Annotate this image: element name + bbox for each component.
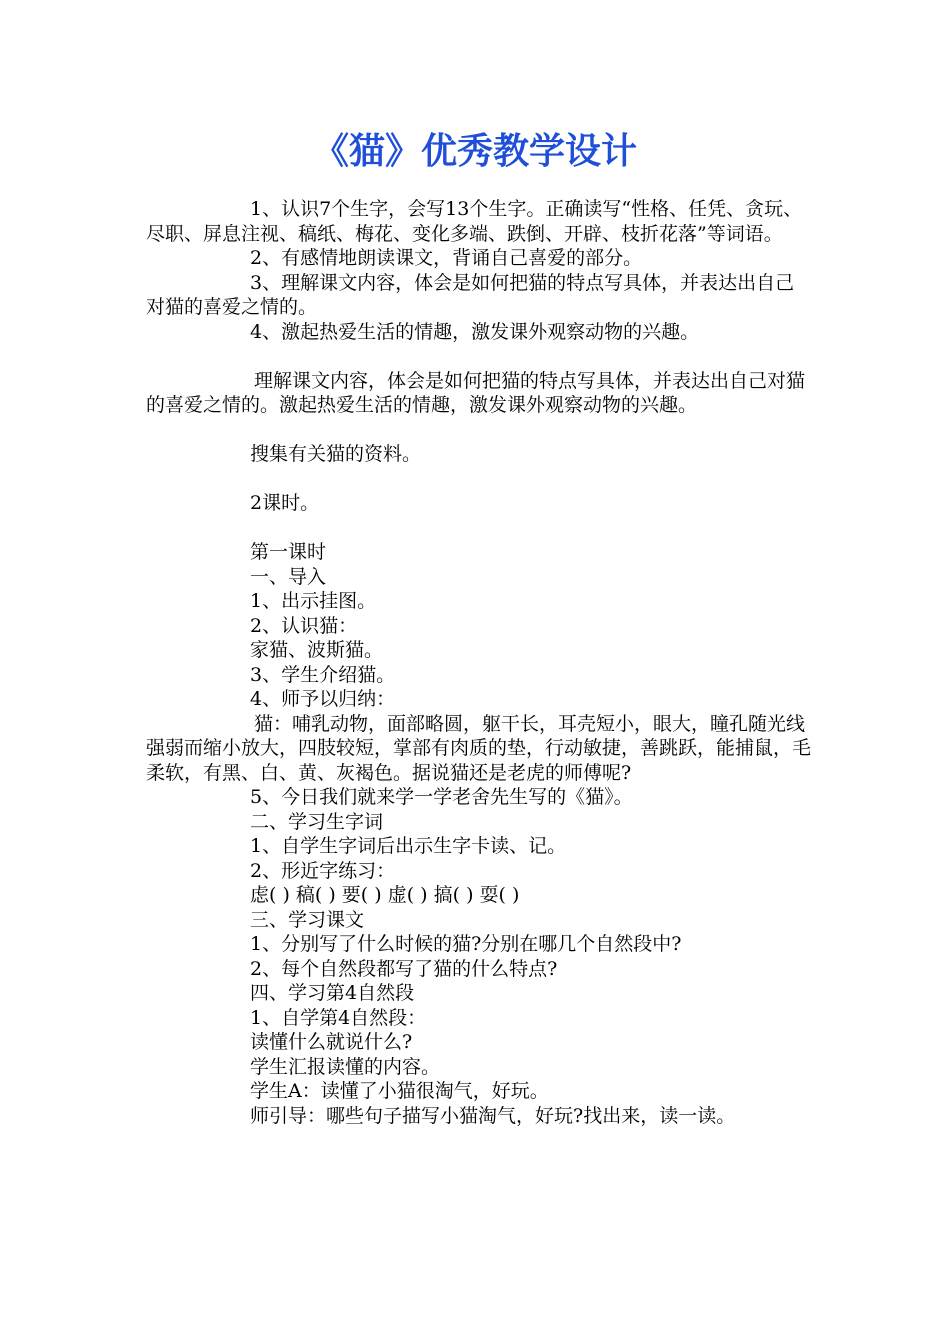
objective-4: 4、激起热爱生活的情趣，激发课外观察动物的兴趣。	[250, 320, 700, 343]
lesson-line: 一、导入	[250, 565, 327, 588]
cat-description-paragraph: 猫：哺乳动物，面部略圆，躯干长，耳壳短小，眼大，瞳孔随光线强弱而缩小放大，四肢较短，掌部有肉质的垫，行动敏捷，善跳跃，能捕鼠，毛柔软，有黑、白、黄、灰褐色。据说猫还是老虎的师傅呢?	[146, 712, 812, 784]
spacer	[146, 418, 812, 443]
lesson-line: 虑( ) 稿( ) 要( ) 虚( ) 搞( ) 耍( )	[250, 884, 520, 906]
spacer	[146, 344, 812, 369]
lesson-line: 家猫、波斯猫。	[250, 639, 384, 661]
lesson-line: 2、每个自然段都写了猫的什么特点?	[250, 957, 558, 980]
lesson-line: 1、自学生字词后出示生字卡读、记。	[250, 835, 567, 857]
lesson-line: 3、学生介绍猫。	[250, 663, 396, 686]
spacer	[146, 467, 812, 492]
lesson-line: 三、学习课文	[250, 908, 365, 931]
lesson-heading: 第一课时	[250, 541, 327, 563]
lesson-line: 学生A：读懂了小猫很淘气，好玩。	[250, 1080, 549, 1102]
document-title: 《猫》优秀教学设计	[312, 131, 637, 172]
key-points-paragraph: 理解课文内容，体会是如何把猫的特点写具体，并表达出自己对猫的喜爱之情的。激起热爱生活的情趣，激发课外观察动物的兴趣。	[146, 369, 806, 416]
lesson-line: 学生汇报读懂的内容。	[250, 1055, 441, 1078]
preparation-line: 搜集有关猫的资料。	[250, 443, 422, 465]
lesson-line: 师引导：哪些句子描写小猫淘气，好玩?找出来，读一读。	[250, 1104, 736, 1127]
lesson-line: 2、认识猫：	[250, 614, 358, 637]
objective-1: 1、认识7个生字，会写13个生字。正确读写“性格、任凭、贪玩、尽职、屏息注视、稿纸、梅花、变化多端、跌倒、开辟、枝折花落”等词语。	[146, 198, 803, 245]
lesson-line: 2、形近字练习：	[250, 859, 396, 882]
lesson-line: 5、今日我们就来学一学老舍先生写的《猫》。	[250, 786, 633, 808]
lesson-line: 1、分别写了什么时候的猫?分别在哪几个自然段中?	[250, 933, 682, 955]
lesson-line: 1、自学第4自然段：	[250, 1006, 427, 1029]
lesson-line: 读懂什么就说什么?	[250, 1031, 413, 1053]
spacer	[146, 516, 812, 541]
lesson-line: 四、学习第4自然段	[250, 982, 415, 1004]
duration-line: 2课时。	[250, 492, 320, 514]
lesson-line: 4、师予以归纳：	[250, 688, 396, 710]
objective-3: 3、理解课文内容，体会是如何把猫的特点写具体，并表达出自己对猫的喜爱之情的。	[146, 271, 795, 318]
lesson-line: 1、出示挂图。	[250, 590, 377, 612]
document-body	[146, 197, 812, 1128]
lesson-line: 二、学习生字词	[250, 810, 384, 833]
objective-2: 2、有感情地朗读课文，背诵自己喜爱的部分。	[250, 247, 643, 269]
